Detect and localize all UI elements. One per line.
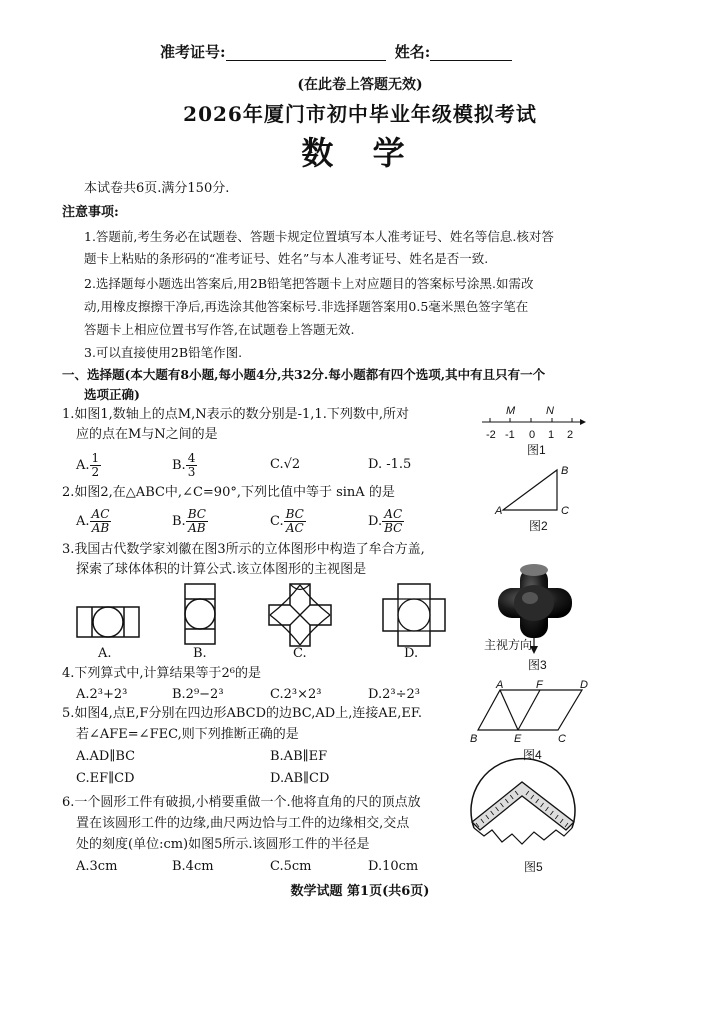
invalid-note: (在此卷上答题无效)	[297, 77, 423, 93]
q2-option-d: D. $\frac{AC}{BC}$	[368, 507, 403, 535]
q2-option-c: C. $\frac{BC}{AC}$	[270, 507, 304, 535]
q2-option-b: B. $\frac{BC}{AB}$	[172, 507, 206, 535]
figure5-broken-circle	[462, 770, 582, 860]
q1-tick-label-2: 0	[529, 429, 536, 441]
q5-option-b: B.AB∥EF	[270, 749, 328, 764]
q3-figure-d	[382, 583, 446, 647]
q4-vertex-d: D	[580, 679, 588, 691]
q1-line2: 应的点在M与N之间的是	[76, 427, 218, 442]
subject-title: 数 学	[301, 134, 419, 172]
q1-tick-label-4: 2	[567, 429, 574, 441]
q5-option-c: C.EF∥CD	[76, 771, 135, 786]
q3-option-a-label: A.	[98, 646, 112, 661]
exam-id-row	[160, 44, 512, 61]
q4-option-c: C.2³×2³	[270, 687, 322, 702]
q5-option-d: D.AB∥CD	[270, 771, 330, 786]
q1-tick-label-0: -2	[486, 429, 496, 441]
q4-option-b: B.2⁹−2³	[172, 687, 224, 702]
figure1-number-line	[480, 404, 590, 444]
figure4-quadrilateral	[470, 679, 590, 745]
section1-line1: 一、选择题(本大题有8小题,每小题4分,共32分.每小题都有四个选项,其中有且只有一个	[62, 367, 546, 382]
figure3-caption: 图3	[528, 658, 547, 672]
q5-option-a: A.AD∥BC	[76, 749, 136, 764]
exam-title: 2026年厦门市初中毕业年级模拟考试	[183, 102, 537, 126]
point-m-label: M	[506, 405, 516, 417]
name-blank	[430, 44, 512, 61]
q6-option-b: B.4cm	[172, 859, 214, 874]
exam-id-label: 准考证号:	[160, 43, 226, 61]
notice-line-5: 答题卡上相应位置书写作答,在试题卷上答题无效.	[84, 322, 355, 337]
q6-line2: 置在该圆形工件的边缘,曲尺两边恰与工件的边缘相交,交点	[76, 816, 410, 831]
q4-vertex-c: C	[558, 733, 566, 745]
name-label: 姓名:	[394, 43, 431, 61]
vertex-b-label: B	[561, 465, 569, 477]
intro-text: 本试卷共6页.满分150分.	[84, 181, 230, 196]
q1-option-c: C.√2	[270, 457, 301, 472]
q2-option-a: A. $\frac{AC}{AB}$	[76, 507, 110, 535]
notice-line-1: 1.答题前,考生务必在试题卷、答题卡规定位置填写本人准考证号、姓名等信息.核对答	[84, 229, 554, 244]
q6-line1: 6.一个圆形工件有破损,小梢要重做一个.他将直角的尺的顶点放	[62, 795, 421, 810]
q2-text: 2.如图2,在△ABC中,∠C=90°,下列比值中等于 sinA 的是	[62, 485, 395, 500]
q4-text: 4.下列算式中,计算结果等于2⁶的是	[62, 666, 262, 681]
q1-option-a: A. $\frac{1}{2}$	[76, 451, 100, 479]
q4-option-d: D.2³÷2³	[368, 687, 420, 702]
q3-figure-b	[184, 583, 218, 647]
q4-option-a: A.2³+2³	[76, 687, 128, 702]
q3-option-d-label: D.	[404, 646, 419, 661]
q6-option-d: D.10cm	[368, 859, 419, 874]
q5-line1: 5.如图4,点E,F分别在四边形ABCD的边BC,AD上,连接AE,EF.	[62, 706, 422, 721]
notice-line-6: 3.可以直接使用2B铅笔作图.	[84, 345, 243, 360]
q4-vertex-f: F	[536, 679, 543, 691]
q4-vertex-a: A	[496, 679, 504, 691]
notice-line-3: 2.选择题每小题选出答案后,用2B铅笔把答题卡上对应题目的答案标号涂黑.如需改	[84, 276, 534, 291]
exam-id-blank	[226, 44, 386, 61]
q6-option-c: C.5cm	[270, 859, 312, 874]
view-direction-label: 主视方向	[484, 638, 533, 652]
figure2-triangle	[495, 466, 585, 516]
q3-figure-a	[76, 606, 140, 640]
vertex-a-label: A	[495, 505, 503, 517]
notice-line-4: 动,用橡皮擦擦干净后,再选涂其他答案标号.非选择题答案用0.5毫米黑色签字笔在	[84, 299, 529, 314]
notice-line-2: 题卡上粘贴的条形码的“准考证号、姓名”与本人准考证号、姓名是否一致.	[84, 251, 489, 266]
page-footer: 数学试题 第1页(共6页)	[290, 884, 430, 899]
q3-line1: 3.我国古代数学家刘徽在图3所示的立体图形中构造了牟合方盖,	[62, 542, 425, 557]
vertex-c-label: C	[561, 505, 569, 517]
q4-vertex-b: B	[470, 733, 478, 745]
q5-line2: 若∠AFE=∠FEC,则下列推断正确的是	[76, 727, 299, 742]
q6-line3: 处的刻度(单位:cm)如图5所示.该圆形工件的半径是	[76, 837, 370, 852]
q1-option-d: D. -1.5	[368, 457, 412, 472]
figure1-caption: 图1	[527, 443, 546, 457]
q3-figure-c	[268, 583, 332, 647]
q1-tick-label-3: 1	[548, 429, 555, 441]
q3-option-c-label: C.	[293, 646, 307, 661]
notice-title: 注意事项:	[62, 205, 119, 220]
q3-option-b-label: B.	[193, 646, 207, 661]
q1-line1: 1.如图1,数轴上的点M,N表示的数分别是-1,1.下列数中,所对	[62, 407, 409, 422]
point-n-label: N	[546, 405, 554, 417]
q4-vertex-e: E	[514, 733, 522, 745]
q6-option-a: A.3cm	[76, 859, 118, 874]
figure4-caption: 图4	[523, 748, 542, 762]
q1-option-b: B. $\frac{4}{3}$	[172, 451, 196, 479]
q3-line2: 探索了球体体积的计算公式.该立体图形的主视图是	[76, 562, 367, 577]
section1-line2: 选项正确)	[84, 387, 140, 402]
figure5-caption: 图5	[524, 860, 543, 874]
q1-tick-label-1: -1	[505, 429, 515, 441]
figure2-caption: 图2	[529, 519, 548, 533]
